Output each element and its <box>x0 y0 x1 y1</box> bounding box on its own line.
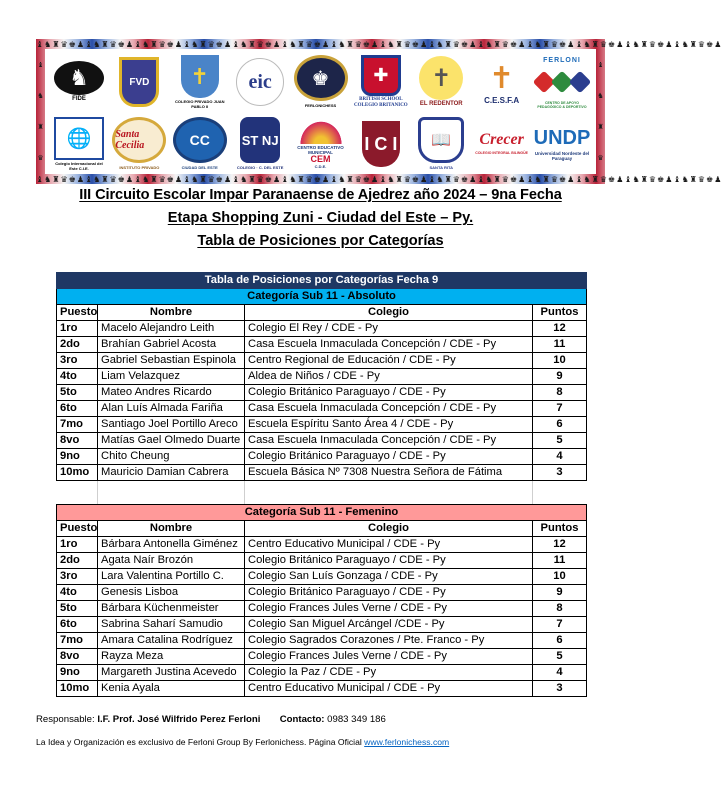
school-cell: Colegio San Miguel Arcángel /CDE - Py <box>245 616 533 632</box>
player-name-cell: Mauricio Damian Cabrera <box>98 465 245 481</box>
table-row <box>57 584 587 600</box>
st-nj-badge-icon: ST NJ <box>240 117 280 163</box>
player-name-cell: Kenia Ayala <box>98 680 245 696</box>
position-cell: 2do <box>57 337 98 353</box>
column-header-puesto: Puesto <box>57 305 98 321</box>
chess-pieces-icon: ♝♞♜♛♚♟ <box>575 174 625 184</box>
el-redentor-logo <box>413 55 469 109</box>
chess-pieces-icon: ♝♞♜♛♚♟ <box>624 39 674 49</box>
player-name-cell: Alan Luís Almada Fariña <box>98 401 245 417</box>
chess-pieces-border-bottom <box>36 174 722 184</box>
chess-pieces-icon: ♝♞♜♛♚♟ <box>330 174 380 184</box>
chess-pieces-icon: ♝♞♜♛♚♟ <box>575 39 625 49</box>
standings-table <box>56 272 587 697</box>
player-name-cell: Lara Valentina Portillo C. <box>98 568 245 584</box>
standings-table-container <box>56 272 586 697</box>
points-cell: 5 <box>533 648 587 664</box>
column-header-puntos: Puntos <box>533 520 587 536</box>
event-title: III Circuito Escolar Impar Paranaense de Ajedrez año 2024 – 9na Fecha <box>79 187 562 203</box>
points-cell: 11 <box>533 337 587 353</box>
player-name-cell: Liam Velazquez <box>98 369 245 385</box>
category-title: Categoría Sub 11 - Femenino <box>57 504 587 520</box>
eic-emblem-icon: eic <box>236 58 284 106</box>
position-cell: 6to <box>57 401 98 417</box>
chess-piece-icon: ♝ <box>37 60 44 69</box>
position-cell: 8vo <box>57 433 98 449</box>
points-cell: 10 <box>533 568 587 584</box>
player-name-cell: Sabrina Saharí Samudio <box>98 616 245 632</box>
table-row <box>57 465 587 481</box>
chess-pieces-border-top <box>36 39 722 49</box>
table-row <box>57 552 587 568</box>
union-jack-shield-icon: ✚ <box>361 55 401 96</box>
position-cell: 10mo <box>57 465 98 481</box>
school-cell: Centro Educativo Municipal / CDE - Py <box>245 680 533 696</box>
category-header-row <box>57 289 587 305</box>
st-nj-caption: COLEGIO · C. DEL ESTE <box>236 165 284 170</box>
table-row <box>57 664 587 680</box>
player-name-cell: Santiago Joel Portillo Areco <box>98 417 245 433</box>
position-cell: 4to <box>57 584 98 600</box>
responsible-line <box>36 713 616 726</box>
points-cell: 8 <box>533 600 587 616</box>
player-name-cell: Rayza Meza <box>98 648 245 664</box>
position-cell: 9no <box>57 664 98 680</box>
colegio-crecer-caption: CIUDAD DEL ESTE <box>181 165 218 170</box>
points-cell: 9 <box>533 369 587 385</box>
school-cell: Colegio Británico Paraguayo / CDE - Py <box>245 385 533 401</box>
christ-statue-icon: ✝ <box>419 56 463 100</box>
school-cell: Centro Regional de Educación / CDE - Py <box>245 353 533 369</box>
chess-pieces-icon: ♝♞♜♛♚♟ <box>281 174 331 184</box>
chess-pieces-icon: ♝♞♜♛♚♟ <box>134 174 184 184</box>
position-cell: 1ro <box>57 321 98 337</box>
cem-logo <box>293 117 349 171</box>
points-cell: 7 <box>533 616 587 632</box>
chess-piece-icon: ♞ <box>597 91 604 100</box>
chess-pieces-icon: ♝♞♜♛♚♟ <box>428 39 478 49</box>
chess-pieces-icon: ♝♞♜♛♚♟ <box>330 39 380 49</box>
undp-mark-icon: UNDP <box>533 127 591 149</box>
column-header-nombre: Nombre <box>98 520 245 536</box>
crecer-caption: COLEGIO INTEGRAL BILINGÜE <box>475 151 528 155</box>
player-name-cell: Mateo Andres Ricardo <box>98 385 245 401</box>
position-cell: 5to <box>57 600 98 616</box>
points-cell: 12 <box>533 536 587 552</box>
santa-rita-caption: SANTA RITA <box>429 165 453 170</box>
santa-cecilia-caption: INSTITUTO PRIVADO <box>119 165 160 170</box>
spacer-cell <box>533 481 587 500</box>
chess-pieces-icon: ♝♞♜♛♚♟ <box>428 174 478 184</box>
ferloni-caption: FERLONI <box>543 56 581 64</box>
position-cell: 1ro <box>57 536 98 552</box>
points-cell: 4 <box>533 664 587 680</box>
column-header-puntos: Puntos <box>533 305 587 321</box>
category-title: Categoría Sub 11 - Absoluto <box>57 289 587 305</box>
player-name-cell: Gabriel Sebastian Espinola <box>98 353 245 369</box>
category-spacer-row <box>57 481 587 500</box>
player-name-cell: Bárbara Antonella Giménez <box>98 536 245 552</box>
table-row <box>57 568 587 584</box>
british-school-logo <box>353 55 409 109</box>
spacer-cell <box>98 481 245 500</box>
st-nj-logo <box>232 117 288 171</box>
club-ferlonichess-logo <box>293 55 349 109</box>
player-name-cell: Matías Gael Olmedo Duarte <box>98 433 245 449</box>
school-cell: Centro Educativo Municipal / CDE - Py <box>245 536 533 552</box>
chess-pieces-icon: ♝♞♜♛♚♟ <box>477 174 527 184</box>
sponsors-logo-banner <box>36 39 722 184</box>
santa-rita-logo <box>413 117 469 171</box>
school-cell: Colegio El Rey / CDE - Py <box>245 321 533 337</box>
position-cell: 9no <box>57 449 98 465</box>
school-cell: Colegio Frances Jules Verne / CDE - Py <box>245 600 533 616</box>
chess-pieces-icon: ♝♞♜♛♚♟ <box>624 174 674 184</box>
website-link[interactable]: www.ferlonichess.com <box>364 737 450 747</box>
fide-caption: FIDE <box>72 96 86 102</box>
cie-caption: Colegio Internacional del Este C.I.E. <box>55 161 103 171</box>
points-cell: 10 <box>533 353 587 369</box>
chess-pieces-icon: ♝♞♜♛♚♟ <box>36 174 86 184</box>
table-row <box>57 385 587 401</box>
table-row <box>57 401 587 417</box>
column-header-colegio: Colegio <box>245 520 533 536</box>
position-cell: 10mo <box>57 680 98 696</box>
position-cell: 8vo <box>57 648 98 664</box>
stage-title: Etapa Shopping Zuni - Ciudad del Este – Py. <box>167 210 474 226</box>
table-row <box>57 449 587 465</box>
ici-shield-icon: I C I <box>362 121 400 167</box>
school-cell: Colegio Británico Paraguayo / CDE - Py <box>245 552 533 568</box>
table-row <box>57 648 587 664</box>
chess-pieces-icon: ♝♞♜♛♚♟ <box>673 174 722 184</box>
school-cell: Colegio San Luís Gonzaga / CDE - Py <box>245 568 533 584</box>
column-header-row <box>57 305 587 321</box>
logo-row-2 <box>51 115 590 173</box>
school-cell: Escuela Básica Nº 7308 Nuestra Señora de Fátima <box>245 465 533 481</box>
table-row <box>57 353 587 369</box>
chess-pieces-icon: ♝♞♜♛♚♟ <box>379 174 429 184</box>
player-name-cell: Amara Catalina Rodríguez <box>98 632 245 648</box>
table-row <box>57 417 587 433</box>
standings-title: Tabla de Posiciones por Categorías <box>197 233 444 249</box>
fvd-shield-icon: FVD <box>119 57 159 107</box>
table-main-header-row <box>57 273 587 289</box>
ferloni-group-logo <box>534 55 590 109</box>
logos-area <box>45 49 596 174</box>
school-cell: Casa Escuela Inmaculada Concepción / CDE - Py <box>245 337 533 353</box>
hexagons-icon <box>535 64 589 100</box>
school-cell: Casa Escuela Inmaculada Concepción / CDE - Py <box>245 433 533 449</box>
chess-piece-icon: ♜ <box>597 123 604 132</box>
column-header-nombre: Nombre <box>98 305 245 321</box>
table-main-header: Tabla de Posiciones por Categorías Fecha 9 <box>57 273 587 289</box>
points-cell: 5 <box>533 433 587 449</box>
chess-piece-icon: ♞ <box>37 91 44 100</box>
chess-pieces-icon: ♝♞♜♛♚♟ <box>281 39 331 49</box>
chess-pieces-border-left <box>36 49 45 174</box>
undp-logo <box>534 117 590 171</box>
santa-cecilia-seal-icon: Santa Cecilia <box>112 117 166 163</box>
table-row <box>57 680 587 696</box>
points-cell: 8 <box>533 385 587 401</box>
position-cell: 7mo <box>57 417 98 433</box>
chess-pieces-icon: ♝♞♜♛♚♟ <box>85 174 135 184</box>
chess-pieces-icon: ♝♞♜♛♚♟ <box>36 39 86 49</box>
contact-label: Contacto: <box>279 714 325 725</box>
position-cell: 3ro <box>57 353 98 369</box>
position-cell: 5to <box>57 385 98 401</box>
table-row <box>57 600 587 616</box>
responsible-name: I.F. Prof. José Wilfrido Perez Ferloni <box>97 714 261 725</box>
table-row <box>57 536 587 552</box>
points-cell: 7 <box>533 401 587 417</box>
spacer-cell <box>245 481 533 500</box>
ici-logo <box>353 117 409 171</box>
el-redentor-caption: EL REDENTOR <box>419 101 463 107</box>
chess-pieces-icon: ♝♞♜♛♚♟ <box>477 39 527 49</box>
british-school-caption: BRITISH SCHOOL COLEGIO BRITANICO <box>354 97 408 108</box>
position-cell: 3ro <box>57 568 98 584</box>
points-cell: 3 <box>533 465 587 481</box>
cross-dove-icon: ✝ <box>489 61 515 95</box>
position-cell: 6to <box>57 616 98 632</box>
chess-pieces-icon: ♝♞♜♛♚♟ <box>379 39 429 49</box>
points-cell: 6 <box>533 632 587 648</box>
cem-caption: CENTRO EDUCATIVO MUNICIPAL <box>297 145 344 155</box>
undp-caption: Universidad Nordeste del Paraguay <box>534 151 590 161</box>
spacer-cell <box>57 481 98 500</box>
chess-piece-icon: ♛ <box>597 154 604 163</box>
chess-king-icon: ♚ <box>294 55 348 101</box>
points-cell: 11 <box>533 552 587 568</box>
position-cell: 2do <box>57 552 98 568</box>
santa-cecilia-logo <box>111 117 167 171</box>
chess-pieces-icon: ♝♞♜♛♚♟ <box>183 174 233 184</box>
cie-logo <box>51 117 107 171</box>
chess-pieces-icon: ♝♞♜♛♚♟ <box>85 39 135 49</box>
crest-shield-icon: CC <box>173 117 227 163</box>
contact-phone: 0983 349 186 <box>327 714 386 725</box>
chess-pieces-icon: ♝♞♜♛♚♟ <box>232 174 282 184</box>
table-row <box>57 616 587 632</box>
juan-pablo-ii-caption: COLEGIO PRIVADO JUAN PABLO II <box>175 99 225 109</box>
column-header-puesto: Puesto <box>57 520 98 536</box>
position-cell: 4to <box>57 369 98 385</box>
column-header-colegio: Colegio <box>245 305 533 321</box>
crecer-wordmark-icon: Crecer <box>479 131 524 148</box>
player-name-cell: Brahían Gabriel Acosta <box>98 337 245 353</box>
school-cell: Colegio Sagrados Corazones / Pte. Franco - Py <box>245 632 533 648</box>
fide-logo <box>51 55 107 109</box>
juan-pablo-ii-logo <box>172 55 228 109</box>
eic-logo <box>232 55 288 109</box>
chess-pieces-icon: ♝♞♜♛♚♟ <box>526 174 576 184</box>
colegio-crecer-logo <box>172 117 228 171</box>
logo-row-1 <box>51 53 590 111</box>
school-cell: Casa Escuela Inmaculada Concepción / CDE - Py <box>245 401 533 417</box>
player-name-cell: Chito Cheung <box>98 449 245 465</box>
ferloni-subcaption: CENTRO DE APOYO PEDAGÓGICO & DEPORTIVO <box>537 100 587 109</box>
open-book-icon: 📖 <box>418 117 464 163</box>
player-name-cell: Agata Naír Brozón <box>98 552 245 568</box>
player-name-cell: Margareth Justina Acevedo <box>98 664 245 680</box>
knight-icon: ♞ <box>54 61 104 95</box>
document-titles <box>0 185 641 251</box>
chess-pieces-icon: ♝♞♜♛♚♟ <box>673 39 722 49</box>
points-cell: 9 <box>533 584 587 600</box>
chess-piece-icon: ♝ <box>597 60 604 69</box>
chess-pieces-icon: ♝♞♜♛♚♟ <box>526 39 576 49</box>
club-caption: FERLONICHESS <box>304 103 337 108</box>
crecer-logo <box>474 117 530 171</box>
points-cell: 4 <box>533 449 587 465</box>
player-name-cell: Genesis Lisboa <box>98 584 245 600</box>
chess-piece-icon: ♜ <box>37 123 44 132</box>
credits-text: La Idea y Organización es exclusivo de Ferloni Group By Ferlonichess. Página Oficial <box>36 737 362 747</box>
chess-pieces-icon: ♝♞♜♛♚♟ <box>183 39 233 49</box>
table-row <box>57 433 587 449</box>
column-header-row <box>57 520 587 536</box>
responsible-label: Responsable: <box>36 714 95 725</box>
school-cell: Escuela Espíritu Santo Área 4 / CDE - Py <box>245 417 533 433</box>
player-name-cell: Macelo Alejandro Leith <box>98 321 245 337</box>
chess-pieces-icon: ♝♞♜♛♚♟ <box>134 39 184 49</box>
chess-piece-icon: ♛ <box>37 154 44 163</box>
fvd-logo <box>111 55 167 109</box>
category-header-row <box>57 504 587 520</box>
school-cell: Colegio Británico Paraguayo / CDE - Py <box>245 449 533 465</box>
cem-city: C.D.E. <box>314 164 327 169</box>
player-name-cell: Bárbara Küchenmeister <box>98 600 245 616</box>
position-cell: 7mo <box>57 632 98 648</box>
cem-acronym: CEM <box>310 154 331 164</box>
globe-book-icon: 🌐 <box>54 117 104 160</box>
cesfa-logo <box>474 55 530 109</box>
school-cell: Colegio Británico Paraguayo / CDE - Py <box>245 584 533 600</box>
points-cell: 6 <box>533 417 587 433</box>
credits-line <box>36 736 616 748</box>
table-row <box>57 321 587 337</box>
footer <box>36 713 616 748</box>
points-cell: 12 <box>533 321 587 337</box>
chess-pieces-icon: ♝♞♜♛♚♟ <box>232 39 282 49</box>
points-cell: 3 <box>533 680 587 696</box>
table-row <box>57 632 587 648</box>
cross-icon: ✝ <box>181 55 219 98</box>
chess-pieces-border-right <box>596 49 605 174</box>
school-cell: Colegio la Paz / CDE - Py <box>245 664 533 680</box>
table-row <box>57 369 587 385</box>
school-cell: Aldea de Niños / CDE - Py <box>245 369 533 385</box>
cesfa-caption: C.E.S.F.A <box>484 96 520 105</box>
school-cell: Colegio Frances Jules Verne / CDE - Py <box>245 648 533 664</box>
sunrise-book-icon <box>297 118 345 144</box>
table-row <box>57 337 587 353</box>
